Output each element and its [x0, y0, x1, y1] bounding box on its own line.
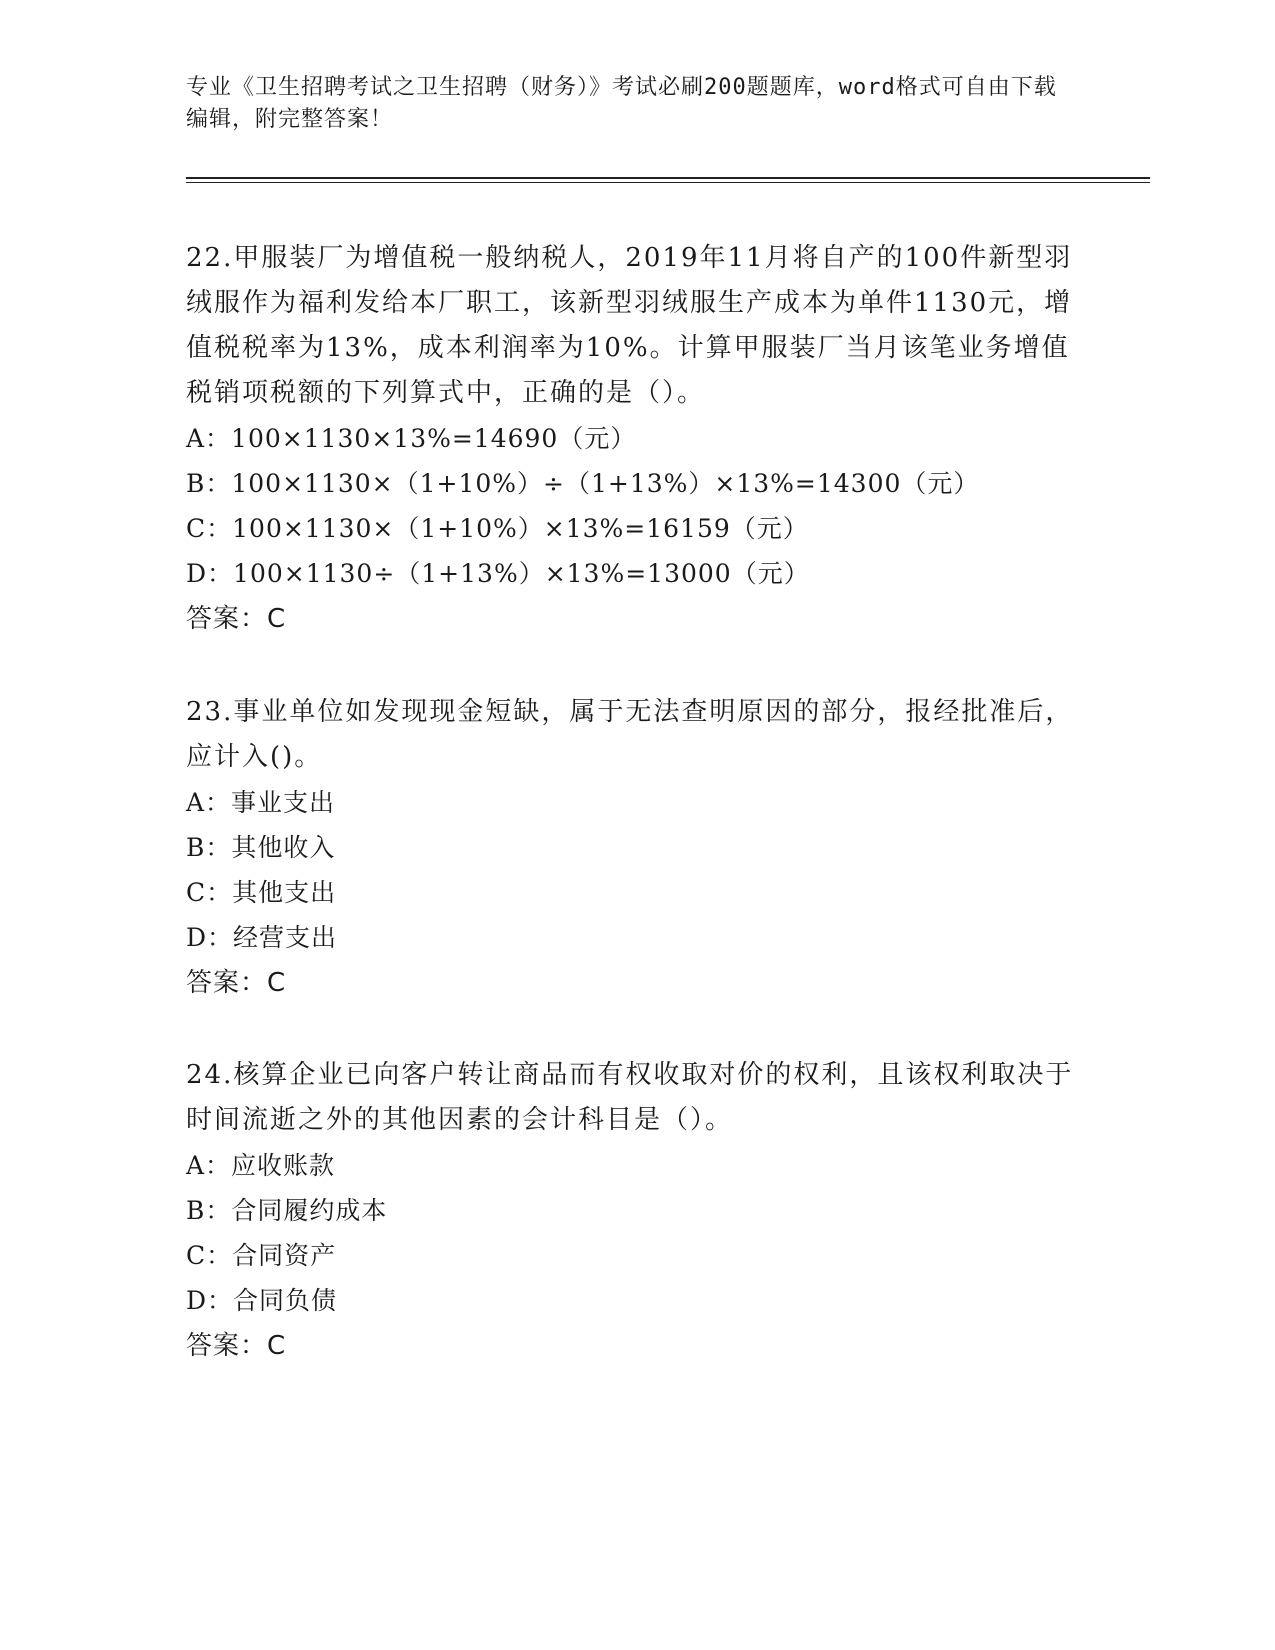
question-24 [186, 1053, 1086, 1369]
option-d: D：经营支出 [186, 923, 338, 952]
option-c: C：合同资产 [186, 1241, 337, 1270]
option-b: B：其他收入 [186, 833, 336, 862]
document-header: 专业《卫生招聘考试之卫生招聘（财务）》考试必刷200题题库，word格式可自由下载编辑，附完整答案！ [186, 75, 1057, 132]
option-c: C：其他支出 [186, 878, 337, 907]
option-a: A：事业支出 [186, 788, 336, 817]
answer: 答案：C [186, 604, 287, 634]
question-stem: 22.甲服装厂为增值税一般纳税人，2019年11月将自产的100件新型羽绒服作为福利发给本厂职工，该新型羽绒服生产成本为单件1130元，增值税税率为13%，成本利润率为10%。计算甲服装厂当月该笔业务增值税销项税额的下列算式中，正确的是（）。 [186, 243, 1073, 408]
question-22 [186, 236, 1086, 642]
option-c: C：100×1130×（1+10%）×13%=16159（元） [186, 514, 809, 543]
question-stem: 23.事业单位如发现现金短缺，属于无法查明原因的部分，报经批准后，应计入()。 [186, 697, 1074, 772]
option-b: B：100×1130×（1+10%）÷（1+13%）×13%=14300（元） [186, 469, 980, 498]
option-a: A：应收账款 [186, 1151, 336, 1180]
question-stem: 24.核算企业已向客户转让商品而有权收取对价的权利，且该权利取决于时间流逝之外的其他因素的会计科目是（）。 [186, 1060, 1074, 1135]
header-rule-thin [186, 182, 1150, 183]
option-b: B：合同履约成本 [186, 1196, 388, 1225]
answer: 答案：C [186, 968, 287, 998]
option-d: D：100×1130÷（1+13%）×13%=13000（元） [186, 559, 810, 588]
option-d: D：合同负债 [186, 1286, 338, 1315]
header-rule-thick [186, 177, 1150, 179]
question-23 [186, 690, 1086, 1006]
option-a: A：100×1130×13%=14690（元） [186, 424, 637, 453]
answer: 答案：C [186, 1331, 287, 1361]
